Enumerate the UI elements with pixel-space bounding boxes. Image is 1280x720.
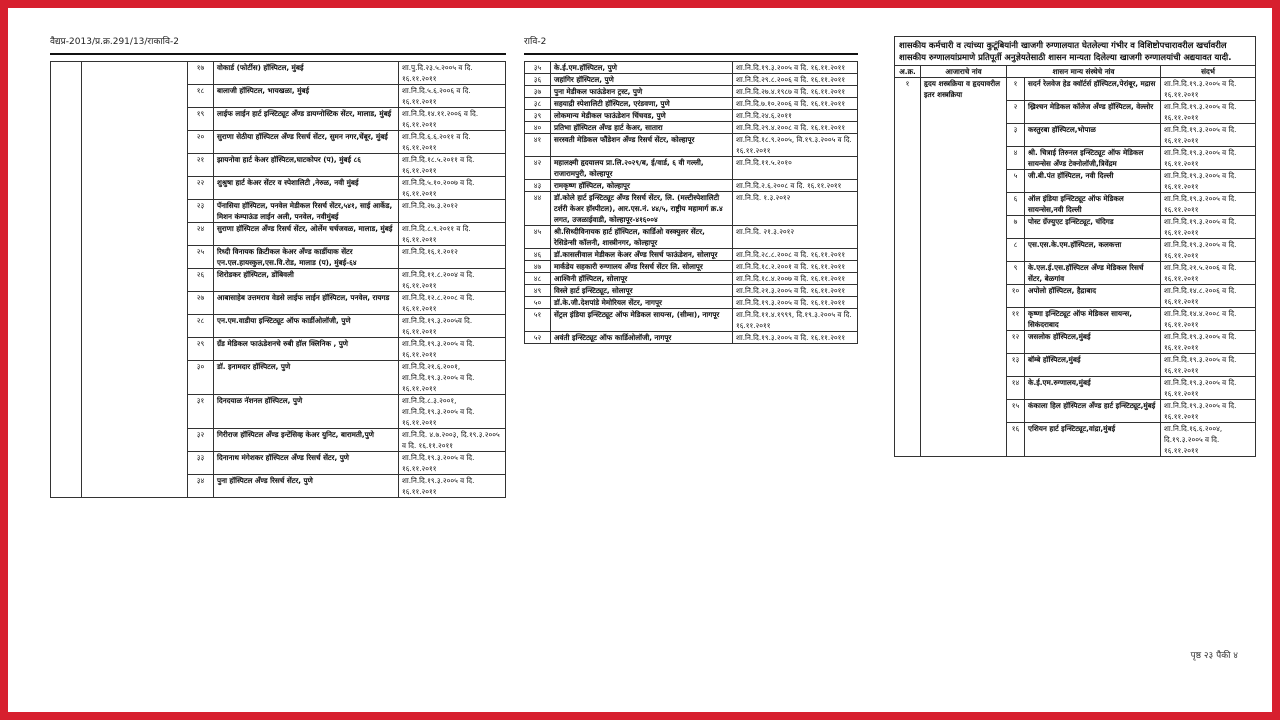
row-number: ३८ xyxy=(525,98,551,110)
hospital-name: जहांगिर हॉस्पिटल, पुणे xyxy=(551,74,733,86)
table-row xyxy=(188,475,506,498)
table-row xyxy=(188,315,506,338)
page-1-header: वैद्यप्र-2013/प्र.क्र.291/13/राकावि-2 xyxy=(50,37,179,47)
table-row xyxy=(188,246,506,269)
gr-reference: शा.नि.दि.१२.८.२००८ व दि. १६.११.२०११ xyxy=(399,292,506,315)
col-header-hospital: शासन मान्य संस्थेचे नांव xyxy=(1007,66,1161,78)
hospital-name: बालाजी हॉस्पिटल, भायखळा, मुंबई xyxy=(214,85,399,108)
hospital-name: सुराणा हॉस्पिटल अँण्ड रिसर्च सेंटर, ओर्लेम चर्चजवळ, मालाड, मुंबई xyxy=(214,223,399,246)
table-row xyxy=(525,249,858,261)
row-number: ३९ xyxy=(525,110,551,122)
row-number: १७ xyxy=(188,62,214,85)
gr-reference: शा.नि.दि.१९.३.२००५ व दि. १६.११.२०११ xyxy=(399,452,506,475)
hospital-name: रामकृष्ण हॉस्पिटल, कोल्हापूर xyxy=(551,180,733,192)
blank-column xyxy=(81,61,187,498)
row-number: ११ xyxy=(1007,308,1025,331)
row-number: ७ xyxy=(1007,216,1025,239)
gr-reference: शा.नि.दि.१९.३.२००५ व दि. १६.११.२०११ xyxy=(733,332,858,344)
row-number: ६ xyxy=(1007,193,1025,216)
table-row xyxy=(188,452,506,475)
hospital-name: पोस्ट ग्रॅज्युएट इन्स्टिट्यूट, चंदिगड xyxy=(1025,216,1161,239)
row-number: २३ xyxy=(188,200,214,223)
hospital-name: डॉ.के.जी.देशपांडे मेमोरियल सेंटर, नागपूर xyxy=(551,297,733,309)
page-2-header: रावि-2 xyxy=(524,37,547,47)
table-row xyxy=(525,309,858,332)
table-row xyxy=(525,273,858,285)
row-number: २८ xyxy=(188,315,214,338)
gr-reference: शा.नि.दि.६.६.२०११ व दि. १६.११.२०११ xyxy=(399,131,506,154)
row-number: २९ xyxy=(188,338,214,361)
gr-reference: शा.नि.दि.१९.३.२००५ व दि. १६.११.२०११ xyxy=(733,62,858,74)
gr-reference: शा.नि.दि.१९.३.२००५ व दि. १६.११.२०११ xyxy=(1161,239,1256,262)
hospital-name: कंकाला हिल हॉस्पिटल अँण्ड हार्ट इन्स्टिट्यूट,मुंबई xyxy=(1025,400,1161,423)
hospital-name: कृष्णा इन्स्टिट्यूट ऑफ मेडिकल सायन्स, सिकंदराबाद xyxy=(1025,308,1161,331)
hospital-name: के.ई.एम.रुग्णालय,मुंबई xyxy=(1025,377,1161,400)
hospital-name: शिरोडकर हॉस्पिटल, डोंबिवली xyxy=(214,269,399,292)
row-number: ३३ xyxy=(188,452,214,475)
gr-reference: शा.नि.दि.१९.३.२००५ व दि. १६.११.२०११ xyxy=(1161,78,1256,101)
hospital-name: मार्कंडेय सहकारी रुग्णालय अँण्ड रिसर्च सेंटर लि. सोलापूर xyxy=(551,261,733,273)
gr-reference: शा.नि.दि.१८.५.२०११ व दि. १६.११.२०११ xyxy=(399,154,506,177)
page-2-table xyxy=(524,61,858,344)
gr-reference: शा.नि.दि.२७.३.२०१२ xyxy=(399,200,506,223)
row-number: ३५ xyxy=(525,62,551,74)
hospital-name: अवंती इन्स्टिट्यूट ऑफ कार्डिओलॉजी, नागपूर xyxy=(551,332,733,344)
row-number: ४४ xyxy=(525,192,551,226)
row-number: ३० xyxy=(188,361,214,395)
hospital-name: सुराणा सेठीया हॉस्पिटल अँण्ड रिसर्च सेंटर, सुमन नगर,चेंबूर, मुंबई xyxy=(214,131,399,154)
hospital-name: डॉ.कासलीवाल मेडीकल केअर अँण्ड रिसर्च फाऊंडेशन, सोलापूर xyxy=(551,249,733,261)
hospital-name: जी.बी.पंत हॉस्पिटल, नवी दिल्ली xyxy=(1025,170,1161,193)
row-number: १६ xyxy=(1007,423,1025,457)
table-row xyxy=(188,269,506,292)
gr-reference: शा.नि.दि.१९.३.२००५ व दि. १६.११.२०११ xyxy=(1161,124,1256,147)
row-number: १९ xyxy=(188,108,214,131)
table-row xyxy=(525,86,858,98)
gr-reference: शा.नि.दि.११.८.२००४ व दि. १६.११.२०११ xyxy=(399,269,506,292)
hospital-name: दिनानाथ मंगेशकर हॉस्पिटल अँण्ड रिसर्च सेंटर, पुणे xyxy=(214,452,399,475)
table-row xyxy=(525,297,858,309)
hospital-name: आश्विनी हॉस्पिटल, सोलापूर xyxy=(551,273,733,285)
table-row xyxy=(188,200,506,223)
row-number: १० xyxy=(1007,285,1025,308)
hospital-name: श्री. चित्राई तिरुनल इन्स्टिट्यूट ऑफ मेडिकल सायन्सेस अँण्ड टेक्नोलॉजी,त्रिवेंद्रम xyxy=(1025,147,1161,170)
hospital-name: पुना मेडीकल फाऊंडेशन ट्रस्ट, पुणे xyxy=(551,86,733,98)
page-1 xyxy=(50,30,506,680)
gr-reference: शा.नि.दि.१९.३.२००५ व दि. १६.११.२०११ xyxy=(1161,193,1256,216)
table-row xyxy=(525,74,858,86)
row-number: ३१ xyxy=(188,395,214,429)
disease-name: हृदय शस्त्रक्रिया व हृदयावरील इतर शस्त्रक्रिया xyxy=(921,78,1007,457)
row-number: २६ xyxy=(188,269,214,292)
table-row xyxy=(525,134,858,157)
hospital-name: ख्रिश्चन मेडिकल कॉलेज अँण्ड हॉस्पिटल, वेल्लोर xyxy=(1025,101,1161,124)
row-number: १४ xyxy=(1007,377,1025,400)
gr-reference: शा.नि.दि.१९.३.२००५ व दि. १६.११.२०११ xyxy=(1161,354,1256,377)
hospital-name: एन.एम.वाडीया इन्स्टिट्यूट ऑफ कार्डीओलॉजी, पुणे xyxy=(214,315,399,338)
hospital-name: डॉ.कोले हार्ट इन्स्टिट्यूट अँण्ड रिसर्च सेंटर, लि. (मल्टीस्पेशालिटी टर्शरी केअर हॉस्पीटल), आर.एस.नं. ४४/५, राष्ट्रीय महामार्ग क्र.४ लगत, उजळाईवाडी, कोल्हापूर-४१६००४ xyxy=(551,192,733,226)
gr-reference: शा.नि.दि.२१.३.२००५ व दि. १६.११.२०११ xyxy=(733,285,858,297)
hospital-name: वोकार्ड (फोर्टीस) हॉस्पिटल, मुंबई xyxy=(214,62,399,85)
gr-reference: शा.नि.दि.१९.३.२००५ व दि. १६.११.२०११ xyxy=(1161,377,1256,400)
gr-reference: शा.नि.दि.१९.३.२००५व दि. १६.११.२०११ xyxy=(399,315,506,338)
hospital-name: ग्रँड मेडिकल फाऊंडेशनचे रुबी हॉल क्लिनिक , पुणे xyxy=(214,338,399,361)
row-number: ३२ xyxy=(188,429,214,452)
table-row xyxy=(188,108,506,131)
table-row xyxy=(188,62,506,85)
table-row xyxy=(525,62,858,74)
row-number: १ xyxy=(1007,78,1025,101)
hospital-name: सहयाद्री स्पेशालिटी हॉस्पिटल, एरंडवणा, पुणे xyxy=(551,98,733,110)
gr-reference: शा.नि.दि.१९.३.२००५ व दि. १६.११.२०११ xyxy=(733,297,858,309)
row-number: १८ xyxy=(188,85,214,108)
row-number: २ xyxy=(1007,101,1025,124)
hospital-name: अपोलो हॉस्पिटल, हैद्राबाद xyxy=(1025,285,1161,308)
row-number: ४८ xyxy=(525,273,551,285)
table-row xyxy=(525,261,858,273)
row-number: ५२ xyxy=(525,332,551,344)
col-header-reference: संदर्भ xyxy=(1161,66,1256,78)
hospital-name: पुना हॉस्पिटल अँण्ड रिसर्च सेंटर, पुणे xyxy=(214,475,399,498)
gr-reference: शा.नि.दि. २१.३.२०१२ xyxy=(733,226,858,249)
row-number: ३ xyxy=(1007,124,1025,147)
row-number: ३७ xyxy=(525,86,551,98)
document-frame xyxy=(8,8,1272,712)
gr-reference: शा.नि.दि.८.३.२००१, शा.नि.दि.१९.३.२००५ व दि. १६.११.२०११ xyxy=(399,395,506,429)
page-2 xyxy=(524,30,858,660)
row-number: २४ xyxy=(188,223,214,246)
hospital-name: पॅनासिया हॉस्पिटल, पनवेल मेडीकल रिसर्च सेंटर,५४१, साई आर्केड, मिशन कंम्पाऊंड लाईन अली, पनवेल, नवीमुंबई xyxy=(214,200,399,223)
left-margin-column xyxy=(50,61,81,498)
row-number: २२ xyxy=(188,177,214,200)
row-number: ३६ xyxy=(525,74,551,86)
gr-reference: शा.नि.दि.१९.३.२००५ व दि. १६.११.२०११ xyxy=(399,475,506,498)
gr-reference: शा.नि.दि. १.३.२०१२ xyxy=(733,192,858,226)
gr-reference: शा.नि.दि.२१.६.२००१, शा.नि.दि.१९.३.२००५ व दि. १६.११.२०११ xyxy=(399,361,506,395)
gr-reference: शा.नि.दि.२.६.२००८ व दि. १६.११.२०११ xyxy=(733,180,858,192)
row-number: ४५ xyxy=(525,226,551,249)
hospital-name: सेंट्रल इंडिया इन्स्टिट्यूट ऑफ मेडिकल सायन्स, (सीम्स), नागपूर xyxy=(551,309,733,332)
table-row xyxy=(525,192,858,226)
gr-reference: शा.पु.दि.२३.५.२००५ व दि. १६.११.२०११ xyxy=(399,62,506,85)
row-number: ९ xyxy=(1007,262,1025,285)
gr-reference: शा.नि.दि.२१.५.२००६ व दि. १६.११.२०११ xyxy=(1161,262,1256,285)
hospital-name: लाईफ लाईन हार्ट इन्स्टिट्यूट अँण्ड डायग्नोस्टिक सेंटर, मालाड, मुंबई xyxy=(214,108,399,131)
gr-reference: शा.नि.दि.११.५.२०१० xyxy=(733,157,858,180)
gr-reference: शा.नि.दि.२८.८.२००८ व दि. १६.११.२०११ xyxy=(733,249,858,261)
hospital-name: झायनोवा हार्ट केअर हॉस्पिटल,घाटकोपर (प), मुंबई ८६ xyxy=(214,154,399,177)
hospital-name: एस.एस.के.एम.हॉस्पिटल, कलकत्ता xyxy=(1025,239,1161,262)
table-row xyxy=(188,223,506,246)
header-rule xyxy=(524,53,858,55)
hospital-name: बॉम्बे हॉस्पिटल,मुंबई xyxy=(1025,354,1161,377)
page-number: पृष्ठ २३ पैकी ४ xyxy=(1190,651,1238,661)
row-number: २० xyxy=(188,131,214,154)
gr-reference: शा.नि.दि.१९.३.२००५ व दि. १६.११.२०११ xyxy=(1161,170,1256,193)
gr-reference: शा.नि.दि.१९.३.२००५ व दि. १६.११.२०११ xyxy=(1161,101,1256,124)
gr-reference: शा.नि.दि.१८.२.२००१ व दि. १६.११.२०११ xyxy=(733,261,858,273)
row-number: २७ xyxy=(188,292,214,315)
table-row xyxy=(525,180,858,192)
gr-reference: शा.नि.दि.१४.८.२००६ व दि. १६.११.२०११ xyxy=(1161,285,1256,308)
row-number: ४१ xyxy=(525,134,551,157)
row-number: ५ xyxy=(1007,170,1025,193)
gr-reference: शा.नि.दि.१९.३.२००५ व दि. १६.११.२०११ xyxy=(1161,147,1256,170)
table-row xyxy=(525,226,858,249)
row-number: ८ xyxy=(1007,239,1025,262)
gr-reference: शा.नि.दि.५.१०.२००७ व दि. १६.११.२०११ xyxy=(399,177,506,200)
gr-reference: शा.नि.दि.७.१०.२००६ व दि. १६.११.२०११ xyxy=(733,98,858,110)
hospital-name: के.एल.ई.एस.हॉस्पिटल अँण्ड मेडिकल रिसर्च सेंटर, बेळगांव xyxy=(1025,262,1161,285)
row-number: ५० xyxy=(525,297,551,309)
gr-reference: शा.नि.दि.११.४.१९९९, दि.१९.३.२००५ व दि. १६.११.२०११ xyxy=(733,309,858,332)
hospital-name: महालक्ष्मी हृदयालय प्रा.लि.२०२९/ब, ई/वार्ड, ६ वी गल्ली, राजारामपुरी, कोल्हापूर xyxy=(551,157,733,180)
gr-reference: शा.नि.दि.१६.१.२०१२ xyxy=(399,246,506,269)
table-row xyxy=(525,285,858,297)
gr-reference: शा.नि.दि.१६.६.२००४, दि.१९.३.२००५ व दि. १६.११.२०११ xyxy=(1161,423,1256,457)
row-number: १२ xyxy=(1007,331,1025,354)
hospital-name: विस्ले हार्ट इन्स्टिट्यूट, सोलापूर xyxy=(551,285,733,297)
table-row xyxy=(895,78,1256,101)
gr-reference: शा.नि.दि.५.६.२००६ व दि. १६.११.२०११ xyxy=(399,85,506,108)
hospital-name: गिरीराज हॉस्पिटल अँण्ड इन्टेंसिव्ह केअर युनिट, बारामती,पुणे xyxy=(214,429,399,452)
row-number: २१ xyxy=(188,154,214,177)
row-number: १३ xyxy=(1007,354,1025,377)
table-row xyxy=(188,177,506,200)
gr-reference: शा.नि.दि. ४.७.२००३, दि.१९.३.२००५ व दि. १६.११.२०११ xyxy=(399,429,506,452)
gr-reference: शा.नि.दि.१८.४.२००७ व दि. १६.११.२०११ xyxy=(733,273,858,285)
row-number: ४६ xyxy=(525,249,551,261)
hospital-name: शुश्रुषा हार्ट केअर सेंटर व स्पेशालिटी ,नेरुळ, नवी मुंबई xyxy=(214,177,399,200)
gr-reference: शा.नि.दि.२७.४.१९८७ व दि. १६.११.२०११ xyxy=(733,86,858,98)
hospital-name: जसलोक हॉस्पिटल,मुंबई xyxy=(1025,331,1161,354)
gr-reference: शा.नि.दि.१९.३.२००५ व दि. १६.११.२०११ xyxy=(1161,400,1256,423)
gr-reference: शा.नि.दि.१८.९.२००५, वि.१९.३.२००५ व दि. १६.११.२०११ xyxy=(733,134,858,157)
row-number: ४३ xyxy=(525,180,551,192)
gr-reference: शा.नि.दि.१४.४.२००८ व दि. १६.११.२०११ xyxy=(1161,308,1256,331)
page-3-title: शासकीय कर्मचारी व त्यांच्या कुटूंबियांनी खाजगी रुग्णालयात घेतलेल्या गंभीर व विशिष्टोपचारावरील खर्चावरील शासकीय रुग्णालयांप्रमाणे प्रतिपूर्ती अनुज्ञेयतेसाठी शासन मान्यता दिलेल्या खाजगी रुग्णालयांची अद्ययावत यादी. xyxy=(894,36,1256,65)
page-3-table xyxy=(894,65,1256,457)
row-number: ३४ xyxy=(188,475,214,498)
table-row xyxy=(525,110,858,122)
hospital-name: सरस्वती मेडिकल फौंडेशन अँण्ड रिसर्च सेंटर, कोल्हापूर xyxy=(551,134,733,157)
row-number: ४९ xyxy=(525,285,551,297)
gr-reference: शा.नि.दि.१९.३.२००५ व दि. १६.११.२०११ xyxy=(1161,331,1256,354)
table-row xyxy=(188,85,506,108)
hospital-name: लोकमान्य मेडीकल फाऊंडेशन चिंचवड, पुणे xyxy=(551,110,733,122)
table-row xyxy=(188,395,506,429)
col-header-sr: अ.क्र. xyxy=(895,66,921,78)
table-row xyxy=(188,338,506,361)
col-header-disease: आजाराचे नांव xyxy=(921,66,1007,78)
row-number: १५ xyxy=(1007,400,1025,423)
hospital-name: रिध्दी विनायक क्रिटीकल केअर अँण्ड कार्डीयाक सेंटर एन.एल.हायस्कुल,एस.वि.रोड, मालाड (प), मुंबई-६४ xyxy=(214,246,399,269)
hospital-name: एशियन हार्ट इन्स्टिट्यूट,वांद्रा,मुंबई xyxy=(1025,423,1161,457)
table-row xyxy=(188,292,506,315)
gr-reference: शा.नि.दि.८.९.२०११ व दि. १६.११.२०११ xyxy=(399,223,506,246)
table-row xyxy=(188,131,506,154)
gr-reference: शा.नि.दि.२४.६.२०११ xyxy=(733,110,858,122)
gr-reference: शा.नि.दि.२९.४.२००८ व दि. १६.११.२०११ xyxy=(733,122,858,134)
row-number: ४२ xyxy=(525,157,551,180)
row-number: २५ xyxy=(188,246,214,269)
table-row xyxy=(188,361,506,395)
group-number: १ xyxy=(895,78,921,457)
table-row xyxy=(188,429,506,452)
hospital-name: श्री.सिध्दीविनायक हार्ट हॉस्पिटल, कार्डिओ वस्क्युलर सेंटर, रेसिडेन्सी कॉलनी, शास्त्रीनगर, कोल्हापूर xyxy=(551,226,733,249)
row-number: ४७ xyxy=(525,261,551,273)
hospital-name: डॉ. इनामदार हॉस्पिटल, पुणे xyxy=(214,361,399,395)
hospital-name: प्रतिभा हॉस्पिटल अँण्ड हार्ट केअर, सातारा xyxy=(551,122,733,134)
row-number: ४ xyxy=(1007,147,1025,170)
gr-reference: शा.नि.दि.१४.११.२००६ व दि. १६.११.२०११ xyxy=(399,108,506,131)
page-1-table xyxy=(187,61,506,498)
hospital-name: दिनदयाळ नॅशनल हॉस्पिटल, पुणे xyxy=(214,395,399,429)
table-row xyxy=(525,157,858,180)
header-rule xyxy=(50,53,506,55)
table-row xyxy=(525,122,858,134)
gr-reference: शा.नि.दि.१९.३.२००५ व दि. १६.११.२०११ xyxy=(399,338,506,361)
gr-reference: शा.नि.दि.१९.३.२००५ व दि. १६.११.२०११ xyxy=(1161,216,1256,239)
gr-reference: शा.नि.दि.२९.८.२००६ व दि. १६.११.२०११ xyxy=(733,74,858,86)
hospital-name: कस्तुरबा हॉस्पिटल,भोपाळ xyxy=(1025,124,1161,147)
hospital-name: आबासाहेब उत्तमराव वेडसे लाईफ लाईन हॉस्पिटल, पनवेल, रायगड xyxy=(214,292,399,315)
page-3 xyxy=(894,36,1256,676)
row-number: ५१ xyxy=(525,309,551,332)
table-row xyxy=(188,154,506,177)
hospital-name: ऑल इंडिया इन्स्टिट्यूट ऑफ मेडिकल सायन्सेस,नवी दिल्ली xyxy=(1025,193,1161,216)
hospital-name: के.ई.एम.हॉस्पिटल, पुणे xyxy=(551,62,733,74)
row-number: ४० xyxy=(525,122,551,134)
table-row xyxy=(525,98,858,110)
table-row xyxy=(525,332,858,344)
hospital-name: सदर्न रेलवेज हेड क्वॉर्टर्स हॉस्पिटल,पेरांबूर, मद्रास xyxy=(1025,78,1161,101)
